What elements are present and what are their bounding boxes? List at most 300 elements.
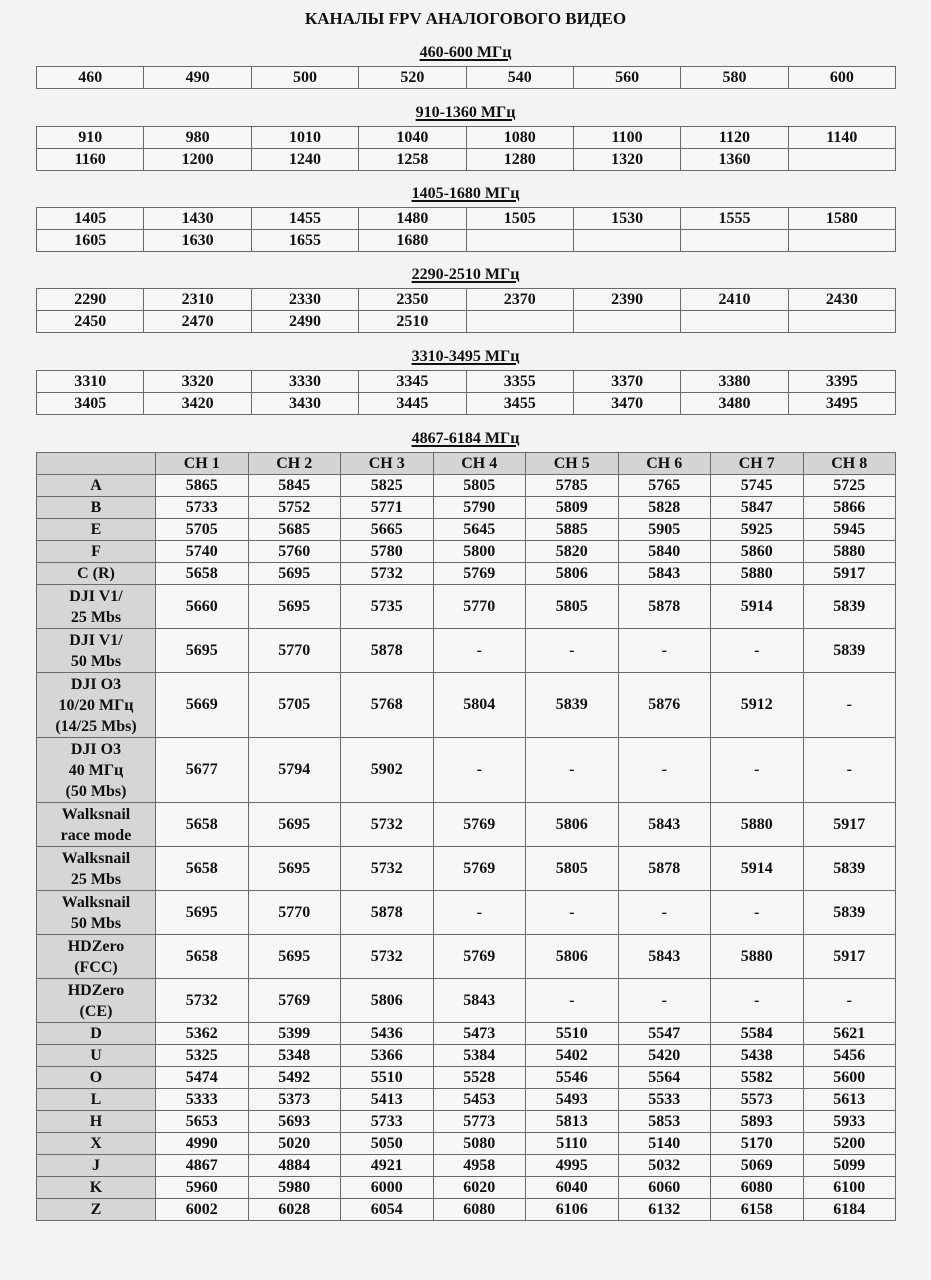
frequency-cell: 910 [37, 127, 144, 149]
row-label-line: B [90, 499, 102, 516]
band-label: 460-600 МГц [419, 44, 512, 61]
frequency-cell: 3430 [251, 393, 358, 415]
frequency-cell: 5839 [803, 891, 896, 935]
frequency-cell: 5705 [156, 519, 249, 541]
corner-header [37, 453, 156, 475]
band-title [0, 185, 931, 203]
frequency-cell: 5474 [156, 1067, 249, 1089]
frequency-cell: - [711, 979, 804, 1023]
frequency-cell: 5843 [618, 803, 711, 847]
channel-header: CH 5 [526, 453, 619, 475]
frequency-cell: 5878 [618, 585, 711, 629]
table-row [37, 371, 896, 393]
frequency-cell: 2370 [466, 289, 573, 311]
frequency-cell: 5773 [433, 1111, 526, 1133]
frequency-cell [681, 230, 788, 252]
band-table [36, 207, 896, 252]
frequency-cell: 580 [681, 67, 788, 89]
frequency-cell: 5362 [156, 1023, 249, 1045]
frequency-cell: 5805 [433, 475, 526, 497]
frequency-cell: 5771 [341, 497, 434, 519]
frequency-cell: 5768 [341, 673, 434, 738]
frequency-cell: - [711, 629, 804, 673]
row-label [37, 1045, 156, 1067]
table-row [37, 519, 896, 541]
row-label-line: HDZero [67, 937, 125, 955]
band-table [36, 370, 896, 415]
frequency-cell: - [618, 979, 711, 1023]
frequency-cell: 2330 [251, 289, 358, 311]
frequency-cell: 490 [144, 67, 251, 89]
frequency-cell: 5960 [156, 1177, 249, 1199]
frequency-cell: 5806 [526, 935, 619, 979]
band-title [0, 104, 931, 122]
frequency-cell: 5933 [803, 1111, 896, 1133]
band-label: 910-1360 МГц [415, 104, 516, 121]
frequency-cell: 5533 [618, 1089, 711, 1111]
row-label [37, 563, 156, 585]
frequency-cell: 5658 [156, 563, 249, 585]
frequency-cell: 540 [466, 67, 573, 89]
frequency-cell [788, 149, 895, 171]
frequency-cell: 5865 [156, 475, 249, 497]
table-row [37, 935, 896, 979]
frequency-cell: 5099 [803, 1155, 896, 1177]
frequency-cell: 5725 [803, 475, 896, 497]
table-row [37, 67, 896, 89]
frequency-cell: 1530 [573, 208, 680, 230]
band-table [36, 288, 896, 333]
frequency-cell: 1480 [359, 208, 466, 230]
frequency-cell: 5573 [711, 1089, 804, 1111]
table-row [37, 208, 896, 230]
frequency-cell: 5878 [341, 891, 434, 935]
frequency-cell: 5853 [618, 1111, 711, 1133]
frequency-cell: 5769 [248, 979, 341, 1023]
frequency-cell: 5069 [711, 1155, 804, 1177]
row-label-line: 50 Mbs [70, 652, 122, 670]
row-label [37, 673, 156, 738]
table-row [37, 847, 896, 891]
channel-header: CH 3 [341, 453, 434, 475]
frequency-cell: 6106 [526, 1199, 619, 1221]
frequency-cell: 3420 [144, 393, 251, 415]
frequency-cell: 6080 [711, 1177, 804, 1199]
frequency-cell: 5510 [526, 1023, 619, 1045]
frequency-cell: 5866 [803, 497, 896, 519]
frequency-cell: 5805 [526, 585, 619, 629]
frequency-cell: 5825 [341, 475, 434, 497]
frequency-cell: 5765 [618, 475, 711, 497]
frequency-cell: - [526, 979, 619, 1023]
frequency-cell: 1140 [788, 127, 895, 149]
frequency-cell: 5453 [433, 1089, 526, 1111]
frequency-cell: 5456 [803, 1045, 896, 1067]
table-row [37, 891, 896, 935]
row-label [37, 541, 156, 563]
row-label-line: (14/25 Mbs) [55, 717, 137, 735]
row-label [37, 803, 156, 847]
frequency-cell: 1555 [681, 208, 788, 230]
frequency-cell: 520 [359, 67, 466, 89]
frequency-cell: 1405 [37, 208, 144, 230]
frequency-cell: - [711, 738, 804, 803]
frequency-cell: 6002 [156, 1199, 249, 1221]
band-label: 1405-1680 МГц [411, 185, 520, 202]
table-row [37, 1177, 896, 1199]
frequency-cell: 5735 [341, 585, 434, 629]
table-row [37, 127, 896, 149]
frequency-cell: 5878 [618, 847, 711, 891]
frequency-cell: 1200 [144, 149, 251, 171]
row-label-line: HDZero [67, 981, 125, 999]
frequency-cell: 5546 [526, 1067, 619, 1089]
row-label [37, 1111, 156, 1133]
table-row [37, 541, 896, 563]
frequency-cell: 6028 [248, 1199, 341, 1221]
table-row [37, 1023, 896, 1045]
table-row [37, 673, 896, 738]
channel-table [36, 452, 896, 1221]
row-label-line: U [90, 1047, 102, 1064]
frequency-cell: 5438 [711, 1045, 804, 1067]
row-label [37, 519, 156, 541]
row-label [37, 1089, 156, 1111]
frequency-cell: 1630 [144, 230, 251, 252]
row-label [37, 475, 156, 497]
frequency-cell: - [803, 979, 896, 1023]
table-row [37, 230, 896, 252]
row-label-line: O [89, 1069, 103, 1086]
frequency-cell: 5695 [156, 891, 249, 935]
frequency-cell: 2510 [359, 311, 466, 333]
frequency-cell: 3480 [681, 393, 788, 415]
frequency-cell: 4990 [156, 1133, 249, 1155]
frequency-cell: 3370 [573, 371, 680, 393]
frequency-cell: 3405 [37, 393, 144, 415]
table-row [37, 1111, 896, 1133]
table-row [37, 289, 896, 311]
frequency-cell: 5547 [618, 1023, 711, 1045]
band-table [36, 66, 896, 89]
frequency-cell: 5348 [248, 1045, 341, 1067]
frequency-cell: 5080 [433, 1133, 526, 1155]
channel-header: CH 6 [618, 453, 711, 475]
frequency-cell: - [618, 629, 711, 673]
frequency-cell: - [526, 891, 619, 935]
frequency-cell: 5770 [433, 585, 526, 629]
row-label-line: DJI V1/ [69, 587, 123, 605]
row-label-line: L [90, 1091, 102, 1108]
frequency-cell: 5840 [618, 541, 711, 563]
frequency-cell: 5693 [248, 1111, 341, 1133]
frequency-cell: 5695 [248, 563, 341, 585]
frequency-cell: 5733 [341, 1111, 434, 1133]
frequency-cell: 5528 [433, 1067, 526, 1089]
frequency-cell: 6000 [341, 1177, 434, 1199]
frequency-cell: 6020 [433, 1177, 526, 1199]
frequency-cell: 4995 [526, 1155, 619, 1177]
frequency-cell: 1240 [251, 149, 358, 171]
frequency-cell: 5373 [248, 1089, 341, 1111]
frequency-cell: 1160 [37, 149, 144, 171]
frequency-cell [573, 311, 680, 333]
table-row [37, 1089, 896, 1111]
frequency-cell: 5732 [341, 803, 434, 847]
frequency-cell: 1280 [466, 149, 573, 171]
row-label [37, 979, 156, 1023]
row-label-line: Walksnail [61, 893, 131, 911]
frequency-cell: 5800 [433, 541, 526, 563]
frequency-cell: 5740 [156, 541, 249, 563]
row-label-line: J [92, 1157, 100, 1174]
row-label-line: F [91, 543, 101, 560]
band-title [0, 266, 931, 284]
frequency-cell: 5200 [803, 1133, 896, 1155]
frequency-cell: 5805 [526, 847, 619, 891]
frequency-cell: 5413 [341, 1089, 434, 1111]
frequency-cell: 1258 [359, 149, 466, 171]
frequency-cell: 5878 [341, 629, 434, 673]
frequency-cell: 5564 [618, 1067, 711, 1089]
frequency-cell [788, 230, 895, 252]
row-label [37, 629, 156, 673]
row-label-line: race mode [60, 826, 132, 844]
row-label-line: C (R) [77, 565, 115, 582]
frequency-cell: 1360 [681, 149, 788, 171]
table-row [37, 803, 896, 847]
frequency-cell: 5769 [433, 563, 526, 585]
frequency-cell: 5980 [248, 1177, 341, 1199]
table-row [37, 1045, 896, 1067]
table-row [37, 497, 896, 519]
header-row [37, 453, 896, 475]
frequency-cell: 5839 [526, 673, 619, 738]
frequency-cell: 5653 [156, 1111, 249, 1133]
frequency-cell: 5695 [248, 935, 341, 979]
frequency-cell: 2390 [573, 289, 680, 311]
frequency-cell: 5780 [341, 541, 434, 563]
frequency-cell: 1100 [573, 127, 680, 149]
row-label [37, 891, 156, 935]
frequency-cell: 3445 [359, 393, 466, 415]
row-label [37, 1067, 156, 1089]
frequency-cell: 5770 [248, 891, 341, 935]
band-title [0, 348, 931, 366]
frequency-cell: 5843 [618, 563, 711, 585]
frequency-cell: 1455 [251, 208, 358, 230]
row-label-line: (50 Mbs) [65, 782, 127, 800]
row-label [37, 1023, 156, 1045]
frequency-cell [573, 230, 680, 252]
row-label-line: H [89, 1113, 103, 1130]
frequency-cell: 2350 [359, 289, 466, 311]
frequency-cell: - [618, 891, 711, 935]
frequency-cell: 5917 [803, 935, 896, 979]
table-row [37, 1199, 896, 1221]
frequency-cell: 5420 [618, 1045, 711, 1067]
frequency-cell: 1040 [359, 127, 466, 149]
frequency-cell: 5600 [803, 1067, 896, 1089]
frequency-cell: 460 [37, 67, 144, 89]
frequency-cell [466, 230, 573, 252]
row-label-line: Z [90, 1201, 102, 1218]
frequency-cell: 3380 [681, 371, 788, 393]
frequency-cell: 5110 [526, 1133, 619, 1155]
frequency-cell: - [433, 629, 526, 673]
frequency-cell: 5806 [526, 803, 619, 847]
row-label-line: Walksnail [61, 805, 131, 823]
frequency-cell: 2410 [681, 289, 788, 311]
frequency-cell: - [803, 673, 896, 738]
frequency-cell: 5492 [248, 1067, 341, 1089]
row-label-line: D [90, 1025, 102, 1042]
frequency-cell: 5582 [711, 1067, 804, 1089]
table-row [37, 1133, 896, 1155]
frequency-cell: 5917 [803, 563, 896, 585]
channel-header: CH 7 [711, 453, 804, 475]
frequency-cell: 4867 [156, 1155, 249, 1177]
frequency-cell: 5140 [618, 1133, 711, 1155]
frequency-cell: 5621 [803, 1023, 896, 1045]
table-row [37, 979, 896, 1023]
table-row [37, 563, 896, 585]
row-label [37, 497, 156, 519]
frequency-cell: 5839 [803, 847, 896, 891]
frequency-cell: 6132 [618, 1199, 711, 1221]
frequency-cell: 2310 [144, 289, 251, 311]
frequency-cell: 5914 [711, 847, 804, 891]
frequency-cell: 5658 [156, 847, 249, 891]
frequency-cell: 5645 [433, 519, 526, 541]
frequency-cell: 5384 [433, 1045, 526, 1067]
frequency-cell: 5769 [433, 803, 526, 847]
frequency-cell: 6184 [803, 1199, 896, 1221]
frequency-cell: 5732 [156, 979, 249, 1023]
frequency-cell: 5695 [248, 585, 341, 629]
frequency-cell: - [803, 738, 896, 803]
frequency-cell: 5658 [156, 935, 249, 979]
frequency-cell: 5733 [156, 497, 249, 519]
frequency-cell: 2430 [788, 289, 895, 311]
table-row [37, 629, 896, 673]
band-label: 2290-2510 МГц [411, 266, 520, 283]
band-title [0, 430, 931, 448]
frequency-cell: 2450 [37, 311, 144, 333]
frequency-cell: 5473 [433, 1023, 526, 1045]
frequency-cell: 5695 [248, 803, 341, 847]
frequency-cell: 5366 [341, 1045, 434, 1067]
frequency-cell: 3310 [37, 371, 144, 393]
frequency-cell: 5914 [711, 585, 804, 629]
frequency-cell: 6060 [618, 1177, 711, 1199]
frequency-cell: 6100 [803, 1177, 896, 1199]
row-label [37, 847, 156, 891]
frequency-cell: 5885 [526, 519, 619, 541]
row-label-line: DJI O3 [70, 740, 122, 758]
row-label-line: DJI O3 [70, 675, 122, 693]
frequency-cell: 5860 [711, 541, 804, 563]
frequency-cell: 5402 [526, 1045, 619, 1067]
frequency-cell: 5902 [341, 738, 434, 803]
table-row [37, 1067, 896, 1089]
frequency-cell: 5660 [156, 585, 249, 629]
frequency-cell: 5732 [341, 847, 434, 891]
frequency-cell: 5658 [156, 803, 249, 847]
frequency-cell: 5828 [618, 497, 711, 519]
row-label-line: E [90, 521, 102, 538]
table-row [37, 393, 896, 415]
row-label [37, 585, 156, 629]
row-label [37, 1199, 156, 1221]
frequency-cell: 1320 [573, 149, 680, 171]
frequency-cell: 5769 [433, 847, 526, 891]
frequency-cell: 4884 [248, 1155, 341, 1177]
frequency-cell: 1080 [466, 127, 573, 149]
channel-header: CH 8 [803, 453, 896, 475]
row-label-line: 25 Mbs [70, 608, 122, 626]
band-table [36, 126, 896, 171]
row-label-line: 50 Mbs [70, 914, 122, 932]
frequency-cell: 5880 [711, 563, 804, 585]
frequency-cell: 5945 [803, 519, 896, 541]
frequency-cell: 5925 [711, 519, 804, 541]
frequency-cell: 5732 [341, 935, 434, 979]
frequency-cell: 1580 [788, 208, 895, 230]
table-row [37, 1155, 896, 1177]
frequency-cell: 5510 [341, 1067, 434, 1089]
row-label-line: A [90, 477, 102, 494]
row-label-line: 40 МГц [68, 761, 124, 779]
frequency-cell [681, 311, 788, 333]
frequency-cell: - [433, 738, 526, 803]
frequency-cell: 5745 [711, 475, 804, 497]
frequency-cell: 5790 [433, 497, 526, 519]
frequency-cell: 5880 [711, 935, 804, 979]
row-label-line: (CE) [79, 1002, 113, 1020]
row-label-line: Walksnail [61, 849, 131, 867]
frequency-cell: 5436 [341, 1023, 434, 1045]
frequency-cell: 5912 [711, 673, 804, 738]
frequency-cell: 500 [251, 67, 358, 89]
band-label: 4867-6184 МГц [411, 430, 520, 447]
table-row [37, 149, 896, 171]
row-label [37, 1177, 156, 1199]
frequency-cell: 5785 [526, 475, 619, 497]
band-title [0, 44, 931, 62]
frequency-cell: 5770 [248, 629, 341, 673]
frequency-cell: 5917 [803, 803, 896, 847]
frequency-cell: 5705 [248, 673, 341, 738]
frequency-cell: 5399 [248, 1023, 341, 1045]
frequency-cell [788, 311, 895, 333]
frequency-cell: 3320 [144, 371, 251, 393]
frequency-cell: 2290 [37, 289, 144, 311]
row-label-line: X [90, 1135, 102, 1152]
frequency-cell: 5806 [526, 563, 619, 585]
frequency-cell: 3455 [466, 393, 573, 415]
frequency-cell: 5170 [711, 1133, 804, 1155]
frequency-cell: 5839 [803, 585, 896, 629]
channel-header: CH 2 [248, 453, 341, 475]
frequency-cell: 5806 [341, 979, 434, 1023]
frequency-cell: 5050 [341, 1133, 434, 1155]
row-label-line: K [89, 1179, 103, 1196]
frequency-cell: 5804 [433, 673, 526, 738]
frequency-cell: 6080 [433, 1199, 526, 1221]
frequency-cell: 5813 [526, 1111, 619, 1133]
frequency-cell: 5880 [711, 803, 804, 847]
